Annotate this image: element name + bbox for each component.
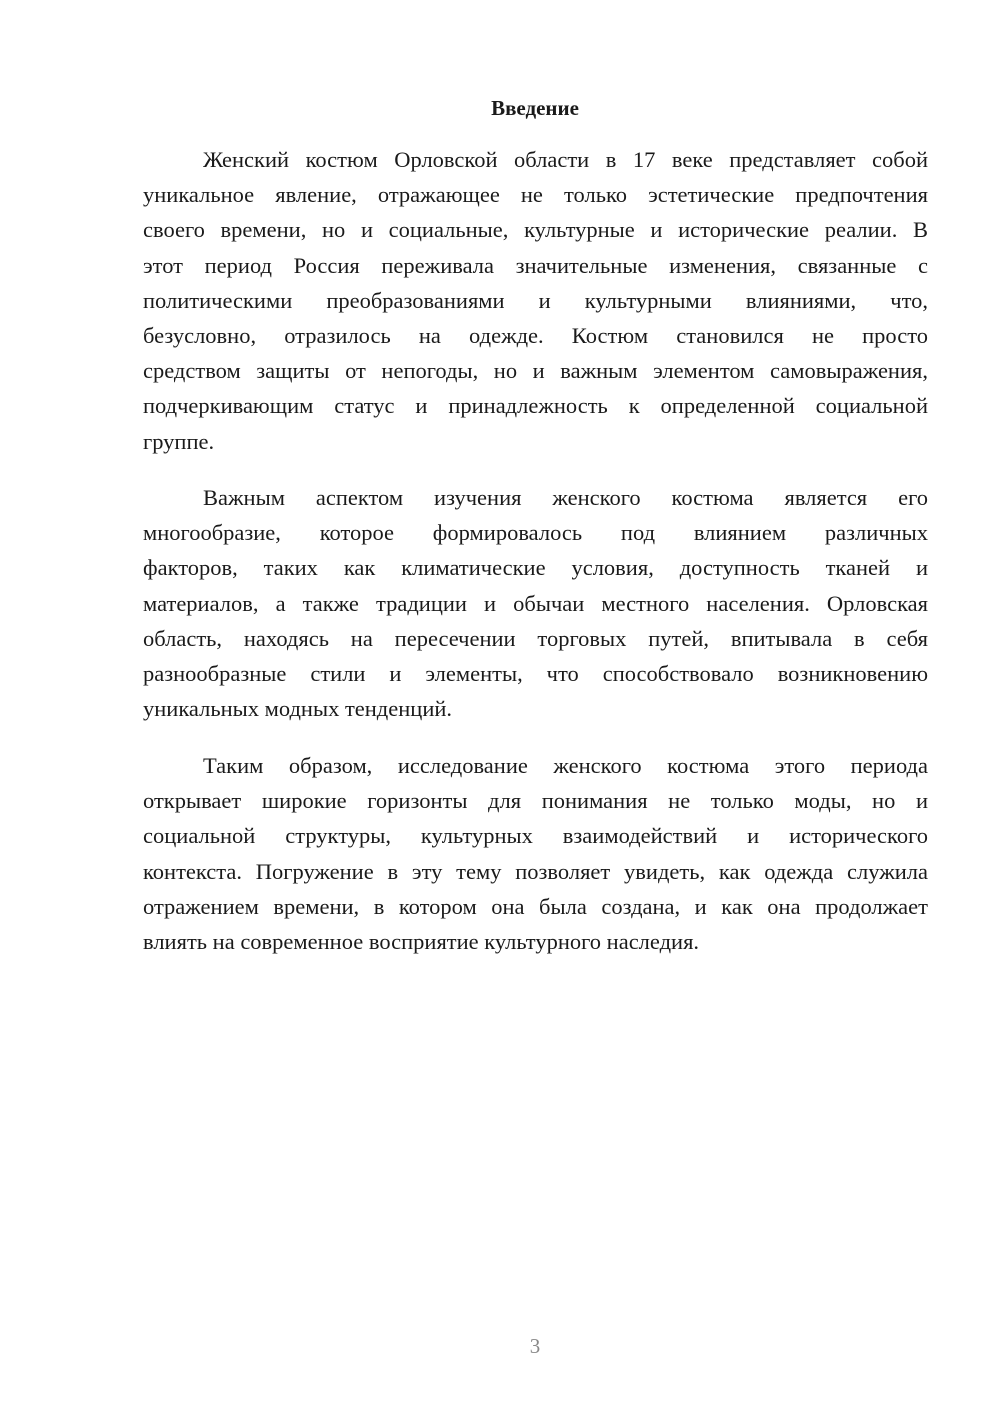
page-number: 3 bbox=[529, 1334, 541, 1358]
text-line: средством защиты от непогоды, но и важным элементом самовыражения, bbox=[143, 358, 928, 384]
text-line: Важным аспектом изучения женского костюма является его bbox=[203, 485, 928, 510]
text-line: уникальное явление, отражающее не только эстетические предпочтения bbox=[143, 182, 928, 208]
text-line: подчеркивающим статус и принадлежность к определенной социальной bbox=[143, 393, 928, 419]
paragraph-3 bbox=[143, 748, 928, 959]
paragraph-1 bbox=[143, 142, 928, 459]
text-line: область, находясь на пересечении торговых путей, впитывала в себя bbox=[143, 625, 928, 651]
text-line: политическими преобразованиями и культурными влияниями, что, bbox=[143, 287, 928, 313]
text-line: отражением времени, в котором она была создана, и как она продолжает bbox=[143, 893, 928, 919]
paragraph-2 bbox=[143, 480, 928, 726]
text-line: влиять на современное восприятие культурного наследия. bbox=[143, 928, 700, 954]
text-line: открывает широкие горизонты для понимания не только моды, но и bbox=[143, 788, 928, 814]
text-line: факторов, таких как климатические условия, доступность тканей и bbox=[143, 555, 928, 581]
text-line: материалов, а также традиции и обычаи местного населения. Орловская bbox=[143, 590, 928, 616]
text-line: этот период Россия переживала значительные изменения, связанные с bbox=[143, 252, 928, 278]
text-line: контекста. Погружение в эту тему позволяет увидеть, как одежда служила bbox=[143, 858, 928, 884]
text-line: группе. bbox=[143, 428, 215, 454]
text-line: безусловно, отразилось на одежде. Костюм становился не просто bbox=[143, 322, 928, 348]
text-line: многообразие, которое формировалось под влиянием различных bbox=[143, 520, 928, 546]
text-line: Женский костюм Орловской области в 17 веке представляет собой bbox=[203, 147, 928, 172]
text-line: социальной структуры, культурных взаимодействий и исторического bbox=[143, 823, 928, 849]
page-title: Введение bbox=[491, 96, 579, 120]
text-line: разнообразные стили и элементы, что способствовало возникновению bbox=[143, 660, 928, 686]
text-line: Таким образом, исследование женского костюма этого периода bbox=[203, 753, 928, 778]
text-line: уникальных модных тенденций. bbox=[143, 696, 453, 722]
text-line: своего времени, но и социальные, культурные и исторические реалии. В bbox=[143, 217, 928, 243]
